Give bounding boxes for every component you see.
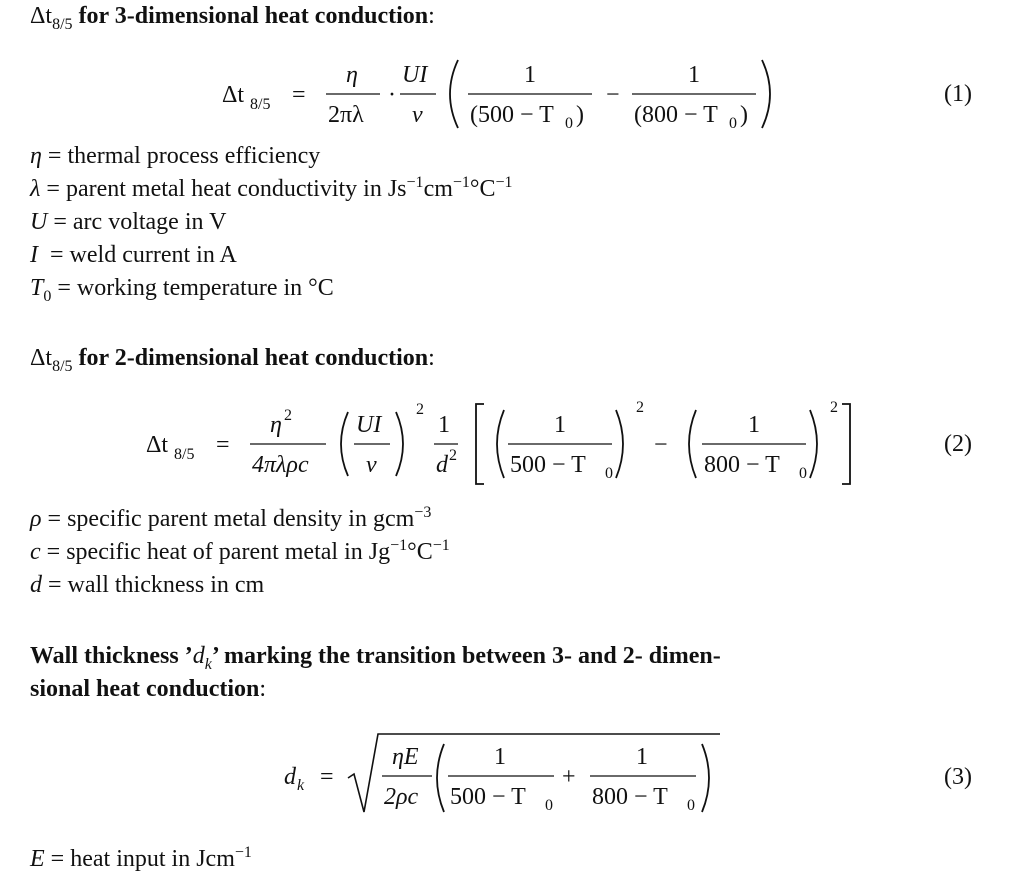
svg-text:Δt: Δt [146, 432, 169, 458]
svg-text:=: = [320, 764, 334, 790]
var-eta: η = thermal process efficiency [30, 143, 321, 169]
equation-3-number: (3) [944, 764, 972, 790]
eq1-sub: 8/5 [250, 96, 271, 113]
svg-text:2: 2 [636, 399, 644, 416]
svg-text:0: 0 [605, 465, 613, 482]
eq1-minus: − [606, 82, 620, 108]
section-2-heading: $\Delta t_{8/5}$ for 2-dimensional heat conduction: [30, 345, 435, 375]
eq1-den-500: (500 − T [470, 102, 554, 128]
svg-text:v: v [366, 452, 377, 478]
var-rho: ρ = specific parent metal density in gcm$^{-3}$ [30, 504, 432, 532]
eq1-den-800: (800 − T [634, 102, 718, 128]
equation-1 [220, 52, 790, 140]
var-U: U = arc voltage in V [30, 209, 227, 235]
equation-2 [144, 398, 864, 494]
svg-text:+: + [562, 764, 576, 790]
var-lambda: λ = parent metal heat conductivity in $Js^{-1}cm^{-1}^\circ C^{-1}$ [30, 174, 513, 202]
svg-text:ηE: ηE [392, 744, 419, 770]
heading-symbol: Δt [30, 3, 53, 29]
eq1-sub-0b: 0 [729, 115, 737, 132]
svg-text:4πλρc: 4πλρc [252, 452, 309, 478]
svg-text:k: k [297, 777, 305, 794]
svg-text:0: 0 [545, 797, 553, 814]
svg-text:d: d [284, 764, 296, 790]
eq1-one-a: 1 [524, 62, 536, 88]
svg-text:0: 0 [799, 465, 807, 482]
svg-text:−: − [654, 432, 668, 458]
heading-subscript: 8/5 [52, 16, 73, 33]
eq1-close-b: ) [740, 102, 748, 128]
svg-text:800 − T: 800 − T [592, 784, 668, 810]
svg-text:2: 2 [416, 401, 424, 418]
eq1-2pilambda: 2πλ [328, 102, 364, 128]
svg-text:800 − T: 800 − T [704, 452, 780, 478]
eq1-right-paren [762, 60, 770, 128]
equation-1-number: (1) [944, 81, 972, 107]
svg-text:1: 1 [748, 412, 760, 438]
section-3-heading-line-1: Wall thickness $’d_k$’ marking the transition between 3- and 2- dimen- [30, 643, 721, 673]
var-E: E = heat input in Jcm$^{-1}$ [30, 844, 252, 872]
svg-text:1: 1 [438, 412, 450, 438]
svg-text:1: 1 [494, 744, 506, 770]
var-I: I = weld current in A [30, 242, 237, 268]
svg-text:UI: UI [356, 412, 382, 438]
eq1-dot: · [388, 82, 396, 108]
var-c: c = specific heat of parent metal in $Jg^{-1}^\circ C^{-1}$ [30, 537, 450, 565]
eq1-UI: UI [402, 62, 428, 88]
equation-3 [282, 728, 732, 824]
svg-text:2ρc: 2ρc [384, 784, 419, 810]
eq1-equals: = [292, 82, 306, 108]
eq1-close-a: ) [576, 102, 584, 128]
svg-text:500 − T: 500 − T [450, 784, 526, 810]
eq1-v: v [412, 102, 423, 128]
eq1-eta: η [346, 62, 358, 88]
equation-2-number: (2) [944, 431, 972, 457]
section-3-heading-line-2: sional heat conduction: [30, 676, 267, 702]
svg-text:=: = [216, 432, 230, 458]
eq1-one-b: 1 [688, 62, 700, 88]
svg-text:2: 2 [449, 447, 457, 464]
svg-text:1: 1 [554, 412, 566, 438]
eq1-delta-t: Δt [222, 82, 245, 108]
var-T0: $T_0$ = working temperature in °C [30, 275, 334, 305]
eq1-sub-0a: 0 [565, 115, 573, 132]
svg-text:8/5: 8/5 [174, 446, 195, 463]
svg-text:2: 2 [830, 399, 838, 416]
eq1-left-paren [450, 60, 458, 128]
svg-text:η: η [270, 412, 282, 438]
heading-text: for 3-dimensional heat conduction [72, 3, 429, 29]
svg-text:500 − T: 500 − T [510, 452, 586, 478]
svg-text:d: d [436, 452, 448, 478]
section-1-heading [30, 2, 435, 33]
svg-text:1: 1 [636, 744, 648, 770]
svg-text:2: 2 [284, 407, 292, 424]
var-d: d = wall thickness in cm [30, 572, 265, 598]
svg-text:0: 0 [687, 797, 695, 814]
heading-colon: : [428, 3, 435, 29]
